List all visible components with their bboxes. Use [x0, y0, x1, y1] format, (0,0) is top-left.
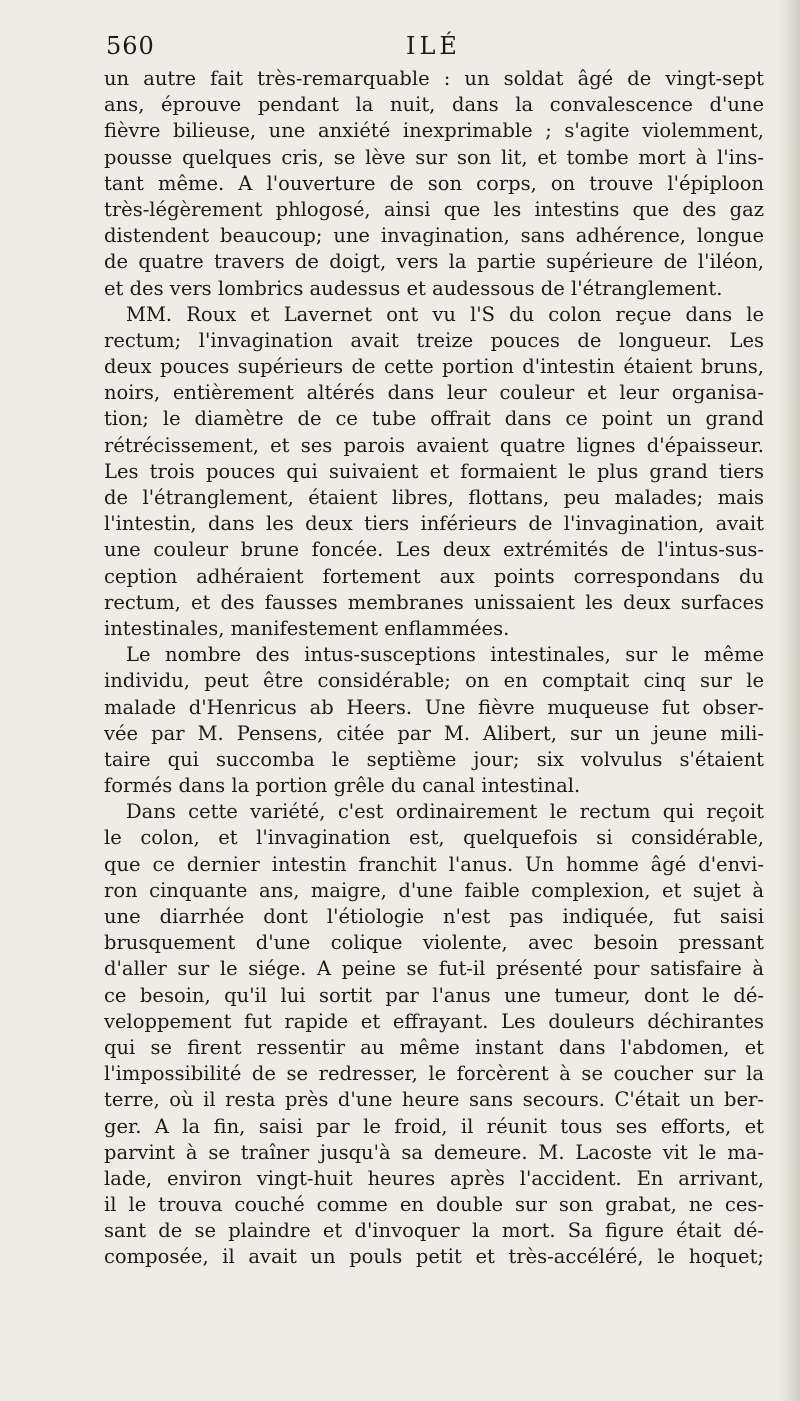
text-line: sant de se plaindre et d'invoquer la mort. Sa figure était dé- [104, 1219, 764, 1243]
text-line: deux pouces supérieurs de cette portion d'intestin étaient bruns, [104, 355, 764, 379]
text-line: un autre fait très-remarquable : un soldat âgé de vingt-sept [104, 67, 764, 90]
text-line: distendent beaucoup; une invagination, sans adhérence, longue [104, 224, 764, 248]
text-line: composée, il avait un pouls petit et très-accéléré, le hoquet; [104, 1245, 764, 1269]
text-line: formés dans la portion grêle du canal intestinal. [104, 774, 581, 798]
text-line: le colon, et l'invagination est, quelquefois si considérable, [104, 826, 764, 850]
text-line: noirs, entièrement altérés dans leur couleur et leur organisa- [104, 381, 764, 405]
text-line: tion; le diamètre de ce tube offrait dans ce point un grand [104, 407, 764, 431]
text-line: taire qui succomba le septième jour; six volvulus s'étaient [104, 747, 764, 771]
text-line: Les trois pouces qui suivaient et formaient le plus grand tiers [104, 459, 764, 483]
text-line: malade d'Henricus ab Heers. Une fièvre muqueuse fut obser- [104, 695, 764, 719]
text-line: rectum, et des fausses membranes unissaient les deux surfaces [104, 590, 764, 614]
body-text [104, 66, 764, 1271]
text-line: intestinales, manifestement enflammées. [104, 616, 510, 640]
text-line: ans, éprouve pendant la nuit, dans la convalescence d'une [104, 93, 764, 117]
text-line: l'intestin, dans les deux tiers inférieurs de l'invagination, avait [104, 512, 764, 536]
running-head: ILÉ [406, 32, 461, 60]
text-line: Le nombre des intus-susceptions intestinales, sur le même [126, 643, 764, 667]
text-line: très-légèrement phlogosé, ainsi que les intestins que des gaz [104, 197, 764, 221]
text-line: veloppement fut rapide et effrayant. Les douleurs déchirantes [104, 1009, 764, 1033]
text-line: rétrécissement, et ses parois avaient quatre lignes d'épaisseur. [104, 433, 764, 457]
text-line: tant même. A l'ouverture de son corps, on trouve l'épiploon [104, 171, 764, 195]
text-line: ron cinquante ans, maigre, d'une faible complexion, et sujet à [104, 878, 764, 902]
text-line: terre, où il resta près d'une heure sans secours. C'était un ber- [104, 1088, 764, 1112]
text-line: brusquement d'une colique violente, avec besoin pressant [104, 931, 764, 955]
text-line: que ce dernier intestin franchit l'anus. Un homme âgé d'envi- [104, 852, 764, 876]
text-line: d'aller sur le siége. A peine se fut-il présenté pour satisfaire à [104, 957, 764, 981]
page-edge-shadow [778, 0, 800, 1401]
text-line: de l'étranglement, étaient libres, flottans, peu malades; mais [104, 486, 764, 509]
text-line: il le trouva couché comme en double sur son grabat, ne ces- [104, 1193, 764, 1217]
text-line: Dans cette variété, c'est ordinairement le rectum qui reçoit [126, 800, 764, 824]
text-line: de quatre travers de doigt, vers la partie supérieure de l'iléon, [104, 250, 764, 274]
page-number: 560 [106, 32, 155, 60]
text-line: qui se firent ressentir au même instant dans l'abdomen, et [104, 1035, 764, 1059]
text-line: une couleur brune foncée. Les deux extrémités de l'intus-sus- [104, 538, 764, 562]
text-line: ception adhéraient fortement aux points correspondans du [104, 564, 764, 588]
text-line: ger. A la fin, saisi par le froid, il réunit tous ses efforts, et [104, 1114, 764, 1138]
text-line: pousse quelques cris, se lève sur son lit, et tombe mort à l'ins- [104, 145, 764, 169]
page-header [106, 30, 766, 64]
text-line: une diarrhée dont l'étiologie n'est pas indiquée, fut saisi [104, 905, 764, 928]
text-line: fièvre bilieuse, une anxiété inexprimable ; s'agite violemment, [104, 119, 764, 143]
text-line: lade, environ vingt-huit heures après l'accident. En arrivant, [104, 1166, 764, 1190]
text-line: parvint à se traîner jusqu'à sa demeure. M. Lacoste vit le ma- [104, 1140, 764, 1164]
text-line: MM. Roux et Lavernet ont vu l'S du colon reçue dans le [126, 302, 764, 326]
text-line: et des vers lombrics audessus et audessous de l'étranglement. [104, 276, 723, 300]
text-line: ce besoin, qu'il lui sortit par l'anus une tumeur, dont le dé- [104, 983, 764, 1007]
text-line: l'impossibilité de se redresser, le forcèrent à se coucher sur la [104, 1062, 764, 1086]
text-line: vée par M. Pensens, citée par M. Alibert, sur un jeune mili- [104, 721, 764, 745]
text-line: rectum; l'invagination avait treize pouces de longueur. Les [104, 328, 764, 352]
text-line: individu, peut être considérable; on en comptait cinq sur le [104, 669, 764, 693]
